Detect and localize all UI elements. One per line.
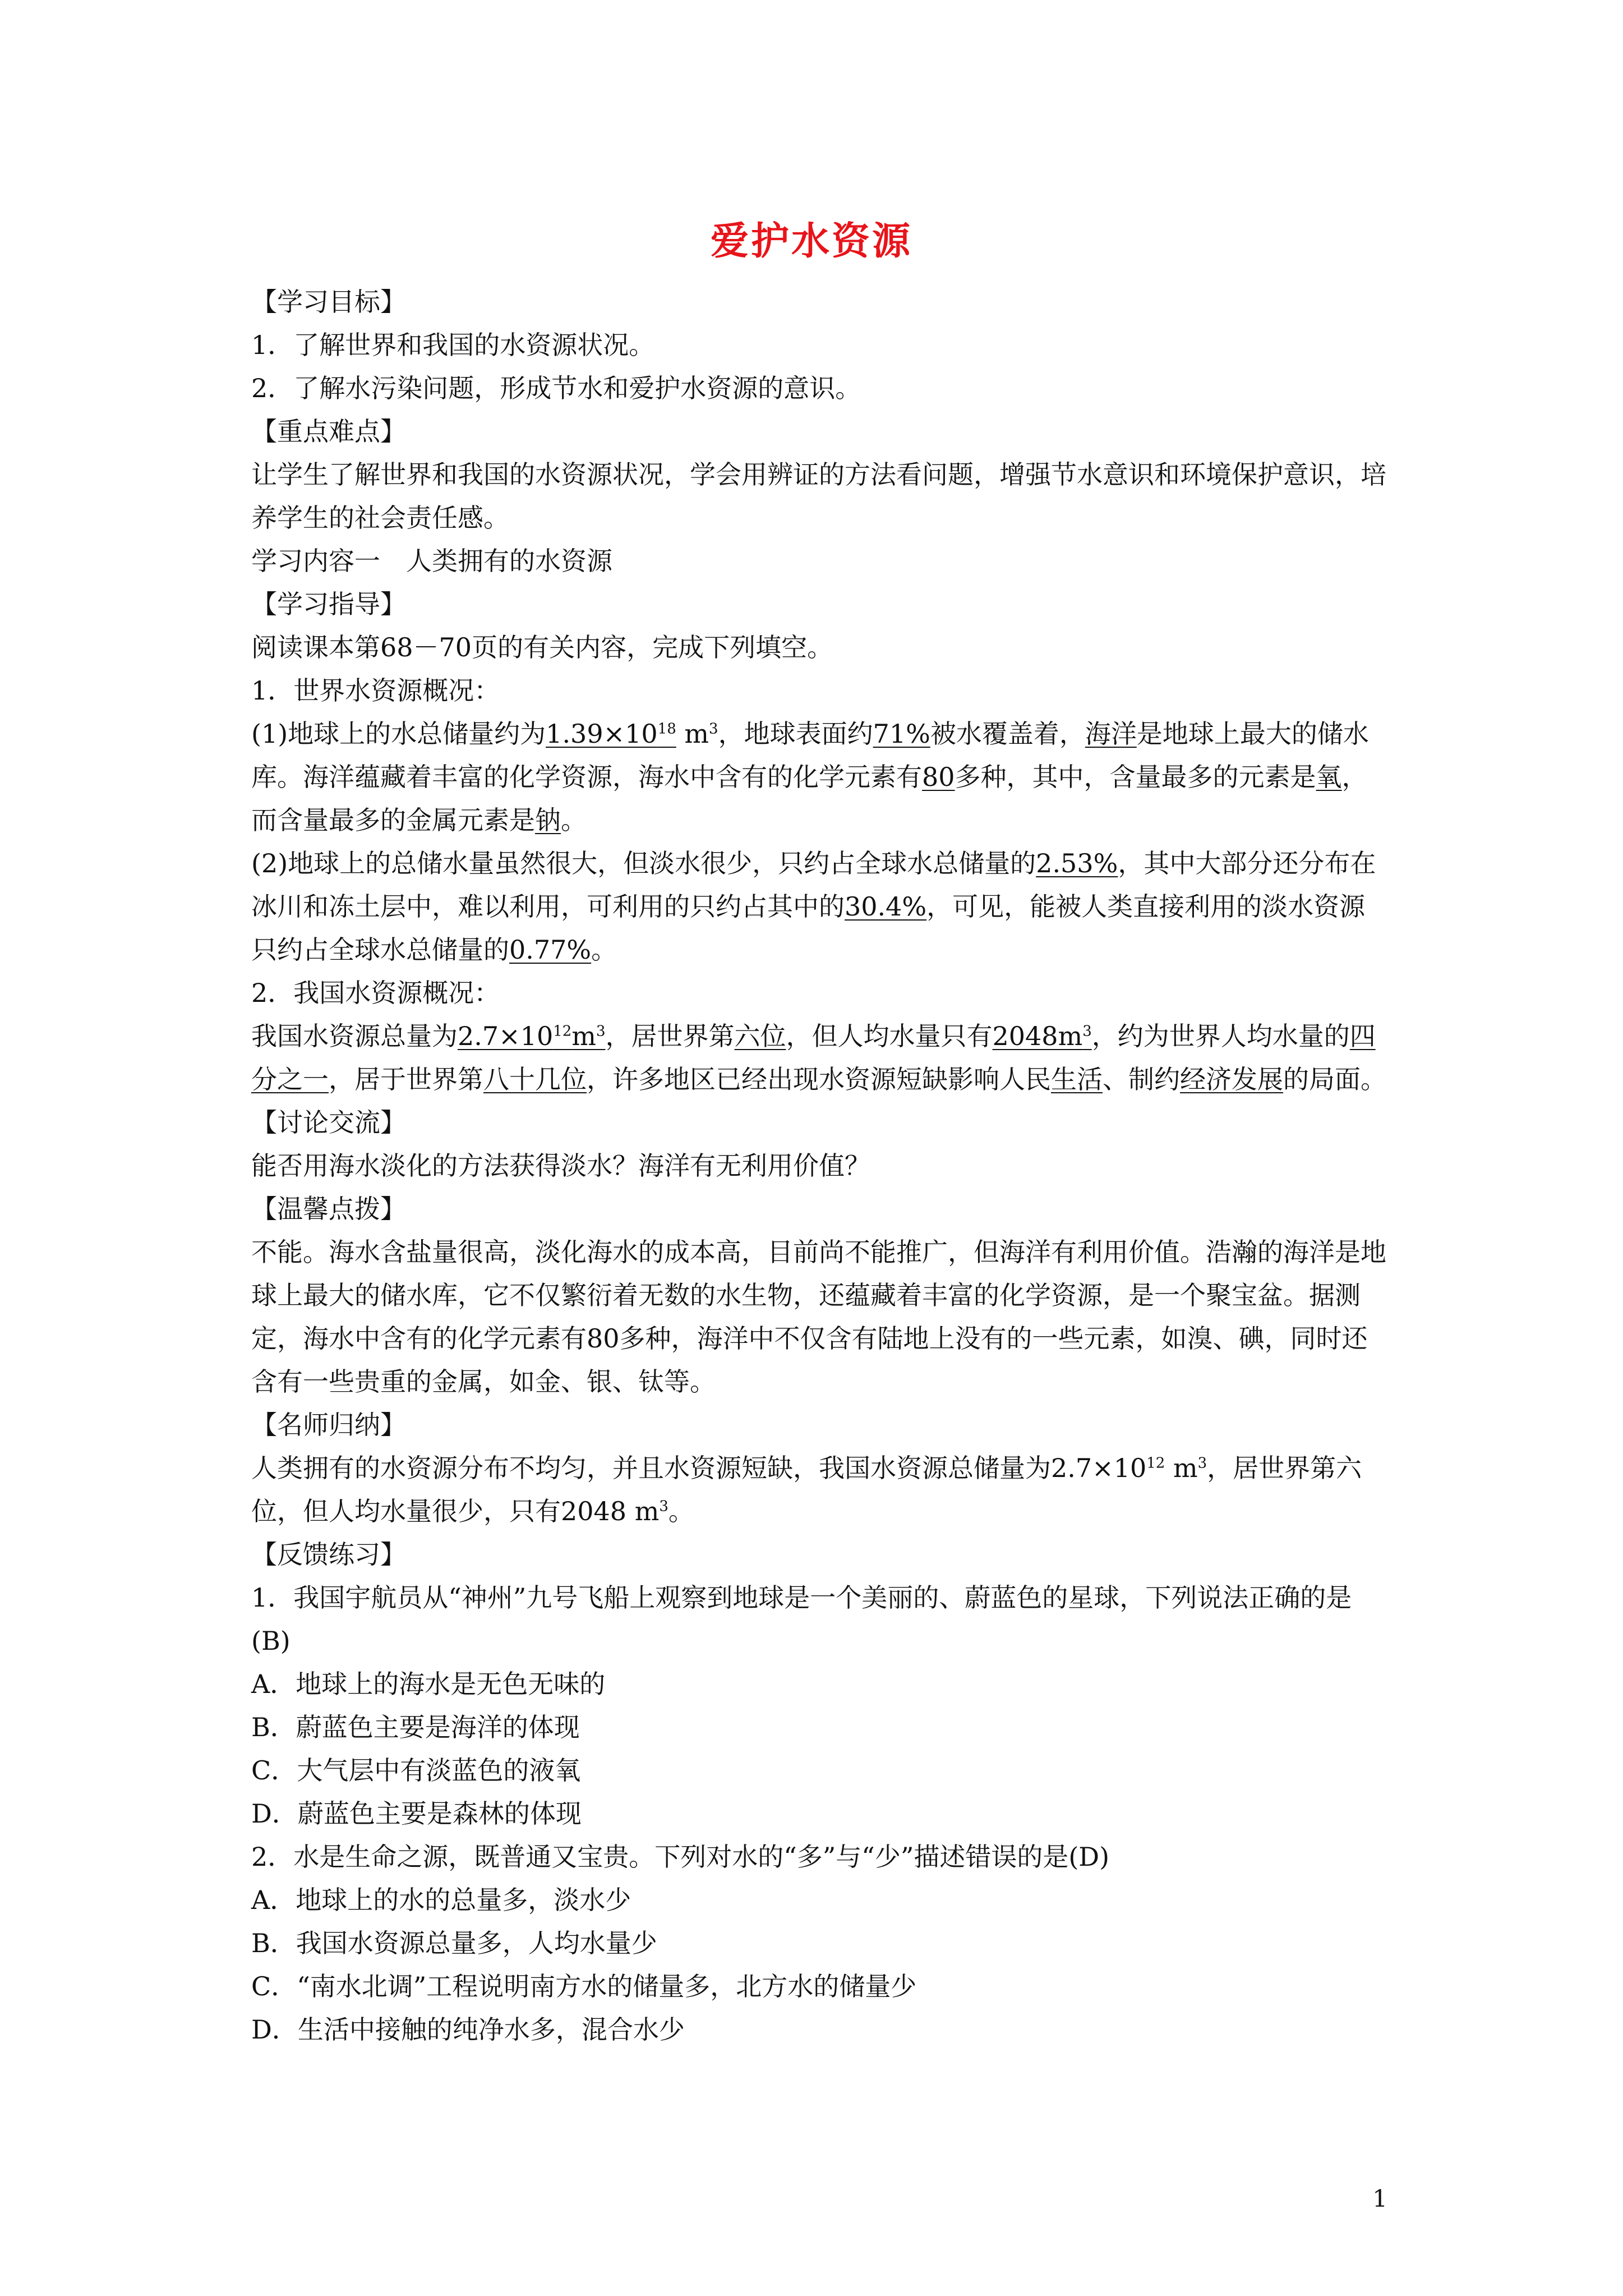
question-1-option-d: D．蔚蓝色主要是森林的体现	[251, 1798, 582, 1829]
section-heading-key-points: 【重点难点】	[251, 416, 406, 447]
question-1-option-b: B．蔚蓝色主要是海洋的体现	[251, 1712, 580, 1742]
question-2: 2．水是生命之源，既普通又宝贵。下列对水的“多”与“少”描述错误的是(D)	[251, 1842, 1110, 1872]
objective-item: 2．了解水污染问题，形成节水和爱护水资源的意识。	[251, 373, 861, 403]
question-2-option-a: A．地球上的水的总量多，淡水少	[251, 1885, 631, 1915]
key-points-text: 让学生了解世界和我国的水资源状况，学会用辨证的方法看问题，增强节水意识和环境保护意识，培养学生的社会责任感。	[251, 459, 1386, 533]
page-number: 1	[1372, 2185, 1387, 2212]
subsection-heading-world: 1．世界水资源概况：	[251, 675, 500, 706]
question-2-option-d: D．生活中接触的纯净水多，混合水少	[251, 2014, 685, 2045]
discussion-question: 能否用海水淡化的方法获得淡水？海洋有无利用价值？	[251, 1151, 870, 1181]
tips-text: 不能。海水含盐量很高，淡化海水的成本高，目前尚不能推广，但海洋有利用价值。浩瀚的海洋是地球上最大的储水库，它不仅繁衍着无数的水生物，还蕴藏着丰富的化学资源，是一个聚宝盆。据测定，海水中含有的化学元素有80多种，海洋中不仅含有陆地上没有的一些元素，如溴、碘，同时还含有一些贵重的金属，如金、银、钛等。	[251, 1237, 1386, 1397]
document-body	[251, 280, 1390, 2051]
guidance-text: 阅读课本第68－70页的有关内容，完成下列填空。	[251, 632, 833, 662]
section-heading-discussion: 【讨论交流】	[251, 1107, 406, 1138]
section-heading-summary: 【名师归纳】	[251, 1410, 406, 1440]
question-1: 1．我国宇航员从“神州”九号飞船上观察到地球是一个美丽的、蔚蓝色的星球，下列说法正确的是(B)	[251, 1582, 1352, 1656]
section-heading-exercises: 【反馈练习】	[251, 1539, 406, 1570]
question-2-option-c: C．“南水北调”工程说明南方水的储量多，北方水的储量少	[251, 1971, 917, 2001]
document-title: 爱护水资源	[710, 219, 912, 264]
world-water-paragraph-2: (2)地球上的总储水量虽然很大，但淡水很少，只约占全球水总储量的2.53%，其中大部分还分布在冰川和冻土层中，难以利用，可利用的只约占其中的30.4%，可见，能被人类直接利用的淡水资源只约占全球水总储量的0.77%。	[251, 848, 1376, 965]
content-heading: 学习内容一 人类拥有的水资源	[251, 546, 612, 576]
subsection-heading-china: 2．我国水资源概况：	[251, 978, 500, 1008]
section-heading-guidance: 【学习指导】	[251, 589, 406, 619]
world-water-paragraph-1: (1)地球上的水总储量约为$1.39\times 10^{18}$ $m^3$，地球表面约71%被水覆盖着，海洋是地球上最大的储水库。海洋蕴藏着丰富的化学资源，海水中含有的化学元素有80多种，其中，含量最多的元素是氧，而含量最多的金属元素是钠。	[251, 719, 1369, 835]
china-water-paragraph: 我国水资源总量为$2.7\times 10^{12}m^3$，居世界第六位，但人均水量只有$2048m^3$，约为世界人均水量的四分之一，居于世界第八十几位，许多地区已经出现水资源短缺影响人民生活、制约经济发展的局面。	[251, 1021, 1386, 1094]
objective-item: 1．了解世界和我国的水资源状况。	[251, 330, 655, 360]
question-1-option-c: C．大气层中有淡蓝色的液氧	[251, 1755, 581, 1786]
question-1-option-a: A．地球上的海水是无色无味的	[251, 1669, 606, 1699]
section-heading-objectives: 【学习目标】	[251, 287, 406, 317]
question-2-option-b: B．我国水资源总量多，人均水量少	[251, 1928, 657, 1958]
section-heading-tips: 【温馨点拨】	[251, 1194, 406, 1224]
summary-text: 人类拥有的水资源分布不均匀，并且水资源短缺，我国水资源总储量为$2.7\times 10^{12}$ $m^3$，居世界第六位，但人均水量很少，只有2048 $m^3$。	[251, 1453, 1362, 1526]
